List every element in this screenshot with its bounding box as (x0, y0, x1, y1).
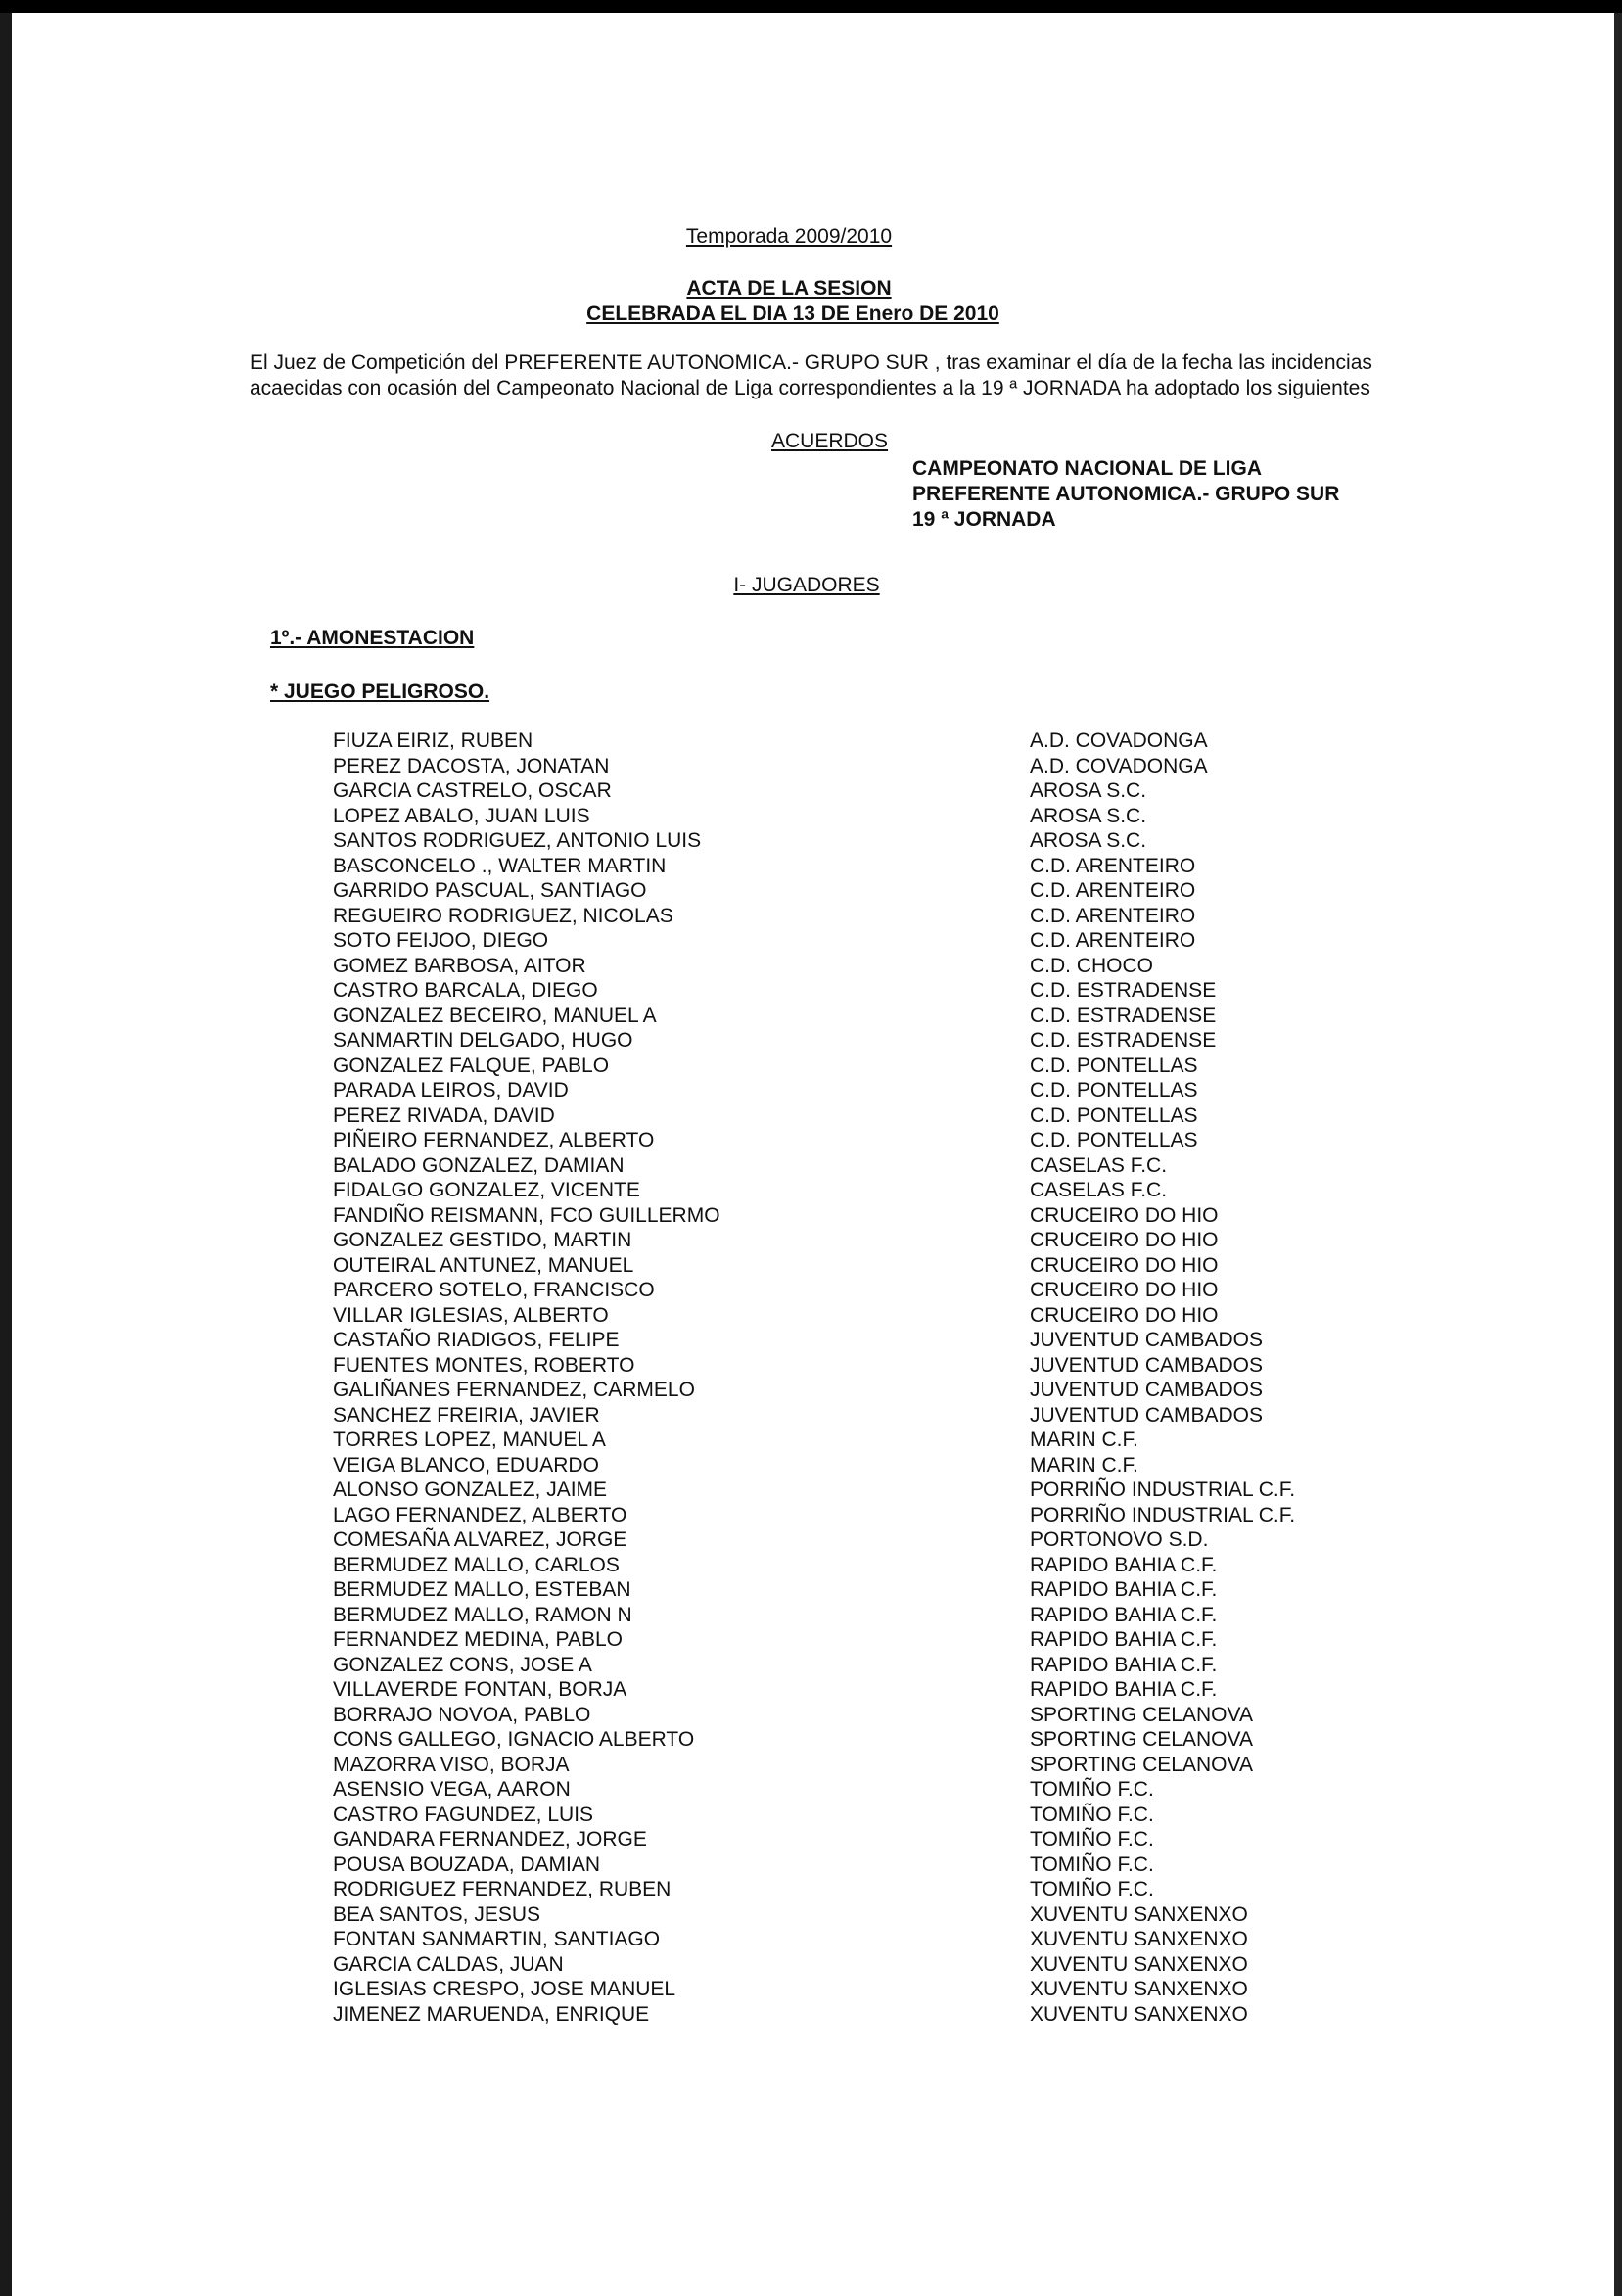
club-name: C.D. ESTRADENSE (1030, 1004, 1217, 1027)
player-name: BALADO GONZALEZ, DAMIAN (333, 1153, 625, 1177)
player-name: VILLAVERDE FONTAN, BORJA (333, 1678, 627, 1701)
table-row (0, 2002, 1622, 2028)
player-name: GARCIA CASTRELO, OSCAR (333, 779, 612, 802)
table-row (0, 1453, 1622, 1478)
club-name: XUVENTU SANXENXO (1030, 1978, 1248, 2000)
player-name: SOTO FEIJOO, DIEGO (333, 929, 549, 952)
table-row (0, 1178, 1622, 1203)
club-name: C.D. ARENTEIRO (1030, 879, 1196, 902)
club-name: JUVENTUD CAMBADOS (1030, 1403, 1264, 1427)
player-name: BORRAJO NOVOA, PABLO (333, 1703, 591, 1726)
player-name: ALONSO GONZALEZ, JAIME (333, 1478, 608, 1501)
table-row (0, 1403, 1622, 1429)
club-name: JUVENTUD CAMBADOS (1030, 1329, 1264, 1351)
player-name: BERMUDEZ MALLO, ESTEBAN (333, 1578, 631, 1601)
player-name: PEREZ DACOSTA, JONATAN (333, 754, 610, 777)
player-name: PIÑEIRO FERNANDEZ, ALBERTO (333, 1129, 655, 1151)
table-row (0, 978, 1622, 1004)
player-name: PARCERO SOTELO, FRANCISCO (333, 1279, 655, 1301)
player-name: PARADA LEIROS, DAVID (333, 1079, 569, 1101)
table-row (0, 1278, 1622, 1303)
club-name: CASELAS F.C. (1030, 1179, 1168, 1201)
player-name: BERMUDEZ MALLO, CARLOS (333, 1553, 620, 1576)
player-name: CONS GALLEGO, IGNACIO ALBERTO (333, 1728, 695, 1751)
club-name: AROSA S.C. (1030, 779, 1147, 802)
player-name: OUTEIRAL ANTUNEZ, MANUEL (333, 1253, 634, 1277)
table-row (0, 1203, 1622, 1229)
table-row (0, 1603, 1622, 1628)
player-name: REGUEIRO RODRIGUEZ, NICOLAS (333, 904, 673, 927)
player-name: TORRES LOPEZ, MANUEL A (333, 1429, 606, 1451)
player-name: GONZALEZ BECEIRO, MANUEL A (333, 1004, 657, 1027)
club-name: RAPIDO BAHIA C.F. (1030, 1678, 1218, 1701)
table-row (0, 728, 1622, 754)
table-row (0, 1827, 1622, 1852)
club-name: CRUCEIRO DO HIO (1030, 1229, 1219, 1251)
player-name: FERNANDEZ MEDINA, PABLO (333, 1628, 623, 1651)
table-row (0, 1328, 1622, 1353)
club-name: RAPIDO BAHIA C.F. (1030, 1653, 1218, 1676)
player-name: VEIGA BLANCO, EDUARDO (333, 1453, 599, 1476)
player-name: BASCONCELO ., WALTER MARTIN (333, 854, 667, 877)
intro-line-1: El Juez de Competición del PREFERENTE AUTONOMICA.- GRUPO SUR , tras examinar el día de la fecha las incidencias (250, 351, 1372, 374)
competition-group: PREFERENTE AUTONOMICA.- GRUPO SUR (912, 483, 1340, 505)
club-name: SPORTING CELANOVA (1030, 1753, 1253, 1776)
table-row (0, 1852, 1622, 1878)
club-name: C.D. PONTELLAS (1030, 1103, 1198, 1127)
player-name: GONZALEZ GESTIDO, MARTIN (333, 1229, 632, 1251)
club-name: C.D. PONTELLAS (1030, 1054, 1198, 1077)
table-row (0, 854, 1622, 879)
club-name: RAPIDO BAHIA C.F. (1030, 1553, 1218, 1576)
player-name: GALIÑANES FERNANDEZ, CARMELO (333, 1379, 695, 1401)
table-row (0, 1653, 1622, 1678)
player-name: CASTRO FAGUNDEZ, LUIS (333, 1803, 594, 1826)
club-name: MARIN C.F. (1030, 1429, 1138, 1451)
table-row (0, 1902, 1622, 1928)
table-row (0, 1004, 1622, 1029)
section-subtitle: 1º.- AMONESTACION (270, 627, 475, 649)
club-name: XUVENTU SANXENXO (1030, 2002, 1248, 2026)
club-name: CRUCEIRO DO HIO (1030, 1253, 1219, 1277)
club-name: TOMIÑO F.C. (1030, 1878, 1154, 1900)
player-name: COMESAÑA ALVAREZ, JORGE (333, 1528, 627, 1551)
table-row (0, 804, 1622, 829)
player-name: ASENSIO VEGA, AARON (333, 1778, 571, 1801)
intro-line-2: acaecidas con ocasión del Campeonato Nacional de Liga correspondientes a la 19 ª JORNADA ha adoptado los siguientes (250, 377, 1370, 399)
table-row (0, 928, 1622, 954)
table-row (0, 1677, 1622, 1703)
club-name: C.D. PONTELLAS (1030, 1079, 1198, 1101)
table-row (0, 1477, 1622, 1503)
table-row (0, 1128, 1622, 1153)
club-name: C.D. CHOCO (1030, 954, 1153, 977)
club-name: C.D. ARENTEIRO (1030, 929, 1196, 952)
player-name: GARCIA CALDAS, JUAN (333, 1952, 564, 1976)
player-name: FONTAN SANMARTIN, SANTIAGO (333, 1928, 661, 1950)
club-name: A.D. COVADONGA (1030, 729, 1208, 752)
player-name: FIUZA EIRIZ, RUBEN (333, 729, 533, 752)
club-name: C.D. ARENTEIRO (1030, 854, 1196, 877)
player-name: LAGO FERNANDEZ, ALBERTO (333, 1503, 627, 1526)
club-name: SPORTING CELANOVA (1030, 1703, 1253, 1726)
club-name: PORRIÑO INDUSTRIAL C.F. (1030, 1503, 1296, 1526)
player-name: BERMUDEZ MALLO, RAMON N (333, 1603, 632, 1626)
table-row (0, 1553, 1622, 1578)
table-row (0, 828, 1622, 854)
table-row (0, 904, 1622, 929)
table-row (0, 878, 1622, 904)
club-name: CRUCEIRO DO HIO (1030, 1303, 1219, 1327)
table-row (0, 1627, 1622, 1653)
player-name: FIDALGO GONZALEZ, VICENTE (333, 1179, 640, 1201)
table-row (0, 1877, 1622, 1902)
player-name: CASTRO BARCALA, DIEGO (333, 979, 598, 1002)
club-name: C.D. PONTELLAS (1030, 1129, 1198, 1151)
club-name: A.D. COVADONGA (1030, 754, 1208, 777)
table-row (0, 1303, 1622, 1329)
table-row (0, 1577, 1622, 1603)
table-row (0, 1777, 1622, 1803)
table-row (0, 1253, 1622, 1279)
table-row (0, 778, 1622, 804)
table-row (0, 1228, 1622, 1253)
table-row (0, 954, 1622, 979)
table-row (0, 1527, 1622, 1553)
competition-name: CAMPEONATO NACIONAL DE LIGA (912, 457, 1263, 480)
club-name: XUVENTU SANXENXO (1030, 1952, 1248, 1976)
club-name: RAPIDO BAHIA C.F. (1030, 1578, 1218, 1601)
player-name: JIMENEZ MARUENDA, ENRIQUE (333, 2002, 650, 2026)
player-name: SANMARTIN DELGADO, HUGO (333, 1029, 633, 1052)
table-row (0, 1753, 1622, 1778)
table-row (0, 1927, 1622, 1952)
club-name: RAPIDO BAHIA C.F. (1030, 1628, 1218, 1651)
session-date: CELEBRADA EL DIA 13 DE Enero DE 2010 (586, 303, 999, 325)
player-name: FUENTES MONTES, ROBERTO (333, 1353, 635, 1377)
player-name: GARRIDO PASCUAL, SANTIAGO (333, 879, 647, 902)
player-name: GONZALEZ CONS, JOSE A (333, 1653, 592, 1676)
player-name: GANDARA FERNANDEZ, JORGE (333, 1828, 647, 1851)
table-row (0, 1503, 1622, 1528)
club-name: TOMIÑO F.C. (1030, 1778, 1154, 1801)
club-name: CASELAS F.C. (1030, 1153, 1168, 1177)
club-name: AROSA S.C. (1030, 829, 1147, 852)
table-row (0, 1054, 1622, 1079)
table-row (0, 1428, 1622, 1453)
club-name: CRUCEIRO DO HIO (1030, 1203, 1219, 1227)
table-row (0, 1028, 1622, 1054)
scan-border-top (0, 0, 1622, 13)
club-name: PORRIÑO INDUSTRIAL C.F. (1030, 1478, 1296, 1501)
club-name: C.D. ARENTEIRO (1030, 904, 1196, 927)
player-name: VILLAR IGLESIAS, ALBERTO (333, 1303, 609, 1327)
table-row (0, 1727, 1622, 1753)
table-row (0, 1103, 1622, 1129)
acuerdos-heading: ACUERDOS (771, 430, 889, 452)
section-title: I- JUGADORES (733, 574, 880, 596)
category-heading: * JUEGO PELIGROSO. (270, 680, 490, 703)
player-name: PEREZ RIVADA, DAVID (333, 1103, 555, 1127)
club-name: C.D. ESTRADENSE (1030, 979, 1217, 1002)
club-name: XUVENTU SANXENXO (1030, 1928, 1248, 1950)
table-row (0, 1803, 1622, 1828)
club-name: AROSA S.C. (1030, 804, 1147, 827)
table-row (0, 754, 1622, 779)
player-name: RODRIGUEZ FERNANDEZ, RUBEN (333, 1878, 672, 1900)
club-name: JUVENTUD CAMBADOS (1030, 1379, 1264, 1401)
club-name: TOMIÑO F.C. (1030, 1852, 1154, 1876)
acta-title: ACTA DE LA SESION (686, 277, 892, 300)
table-row (0, 1977, 1622, 2002)
player-name: CASTAÑO RIADIGOS, FELIPE (333, 1329, 620, 1351)
player-name: SANCHEZ FREIRIA, JAVIER (333, 1403, 600, 1427)
club-name: CRUCEIRO DO HIO (1030, 1279, 1219, 1301)
club-name: TOMIÑO F.C. (1030, 1828, 1154, 1851)
table-row (0, 1153, 1622, 1179)
club-name: MARIN C.F. (1030, 1453, 1138, 1476)
club-name: XUVENTU SANXENXO (1030, 1902, 1248, 1926)
club-name: C.D. ESTRADENSE (1030, 1029, 1217, 1052)
table-row (0, 1952, 1622, 1978)
club-name: TOMIÑO F.C. (1030, 1803, 1154, 1826)
competition-round: 19 ª JORNADA (912, 508, 1056, 531)
club-name: SPORTING CELANOVA (1030, 1728, 1253, 1751)
club-name: PORTONOVO S.D. (1030, 1528, 1209, 1551)
player-name: MAZORRA VISO, BORJA (333, 1753, 570, 1776)
club-name: JUVENTUD CAMBADOS (1030, 1353, 1264, 1377)
table-row (0, 1703, 1622, 1728)
player-name: FANDIÑO REISMANN, FCO GUILLERMO (333, 1203, 720, 1227)
table-row (0, 1378, 1622, 1403)
player-name: LOPEZ ABALO, JUAN LUIS (333, 804, 590, 827)
club-name: RAPIDO BAHIA C.F. (1030, 1603, 1218, 1626)
player-name: SANTOS RODRIGUEZ, ANTONIO LUIS (333, 829, 702, 852)
player-name: GONZALEZ FALQUE, PABLO (333, 1054, 610, 1077)
player-name: POUSA BOUZADA, DAMIAN (333, 1852, 601, 1876)
season-title: Temporada 2009/2010 (685, 225, 893, 248)
player-name: BEA SANTOS, JESUS (333, 1902, 541, 1926)
player-name: IGLESIAS CRESPO, JOSE MANUEL (333, 1978, 676, 2000)
table-row (0, 1353, 1622, 1379)
table-row (0, 1078, 1622, 1103)
player-name: GOMEZ BARBOSA, AITOR (333, 954, 586, 977)
